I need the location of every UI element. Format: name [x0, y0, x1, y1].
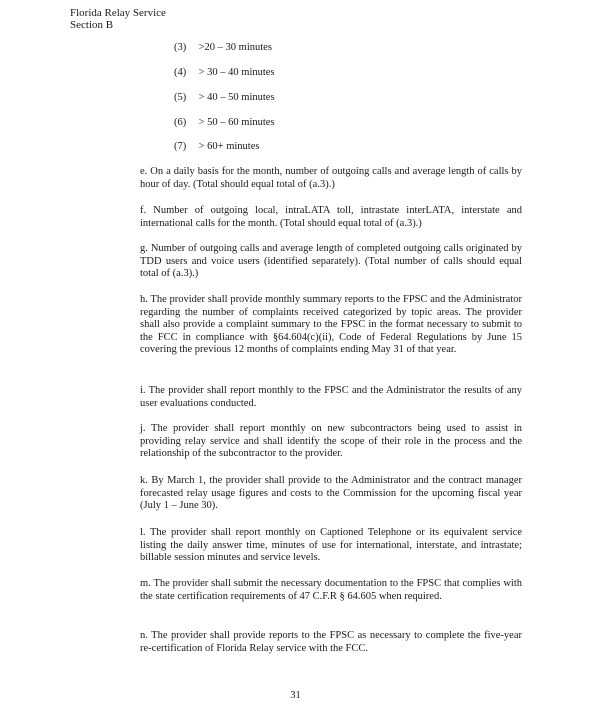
paragraph-j: j. The provider shall report monthly on new subcontractors being used to assist in providing relay service and shall identify the scope of their role in the process and the relationship of the subcontractor to the provider. — [140, 423, 522, 460]
list-item-number: (3) — [174, 42, 187, 53]
header-title: Florida Relay Service — [70, 7, 166, 19]
list-item-number: (7) — [174, 141, 187, 152]
list-item-number: (4) — [174, 67, 187, 78]
paragraph-l: l. The provider shall report monthly on Captioned Telephone or its equivalent service listing the daily answer time, minutes of use for international, interstate, and intrastate; billable session minutes and service levels. — [140, 527, 522, 564]
paragraph-i: i. The provider shall report monthly to the FPSC and the Administrator the results of any user evaluations conducted. — [140, 385, 522, 409]
header-section: Section B — [70, 19, 114, 31]
paragraph-m: m. The provider shall submit the necessary documentation to the FPSC that complies with the state certification requirements of 47 C.F.R § 64.605 when required. — [140, 578, 522, 602]
paragraph-h: h. The provider shall provide monthly summary reports to the FPSC and the Administrator regarding the number of complaints received categorized by topic areas. The provider shall also provide a complaint summary to the FPSC in the format necessary to submit to the FCC in compliance with §64.604(c)(ii), Code of Federal Regulations by June 15 covering the previous 12 months of complaints ending May 31 of that year. — [140, 294, 522, 356]
list-item-number: (5) — [174, 92, 187, 103]
list-item-text: > 50 – 60 minutes — [198, 117, 275, 128]
list-item-text: > 40 – 50 minutes — [198, 92, 275, 103]
list-item — [174, 42, 272, 54]
list-item — [174, 67, 275, 79]
list-item-text: >20 – 30 minutes — [198, 42, 272, 53]
page-number: 31 — [290, 690, 301, 701]
paragraph-f: f. Number of outgoing local, intraLATA toll, intrastate interLATA, interstate and international calls for the month. (Total should equal total of (a.3).) — [140, 205, 522, 229]
list-item-text: > 30 – 40 minutes — [198, 67, 275, 78]
paragraph-g: g. Number of outgoing calls and average length of completed outgoing calls originated by TDD users and voice users (identified separately). (Total number of calls should equal total of (a.3).) — [140, 243, 522, 280]
paragraph-e: e. On a daily basis for the month, number of outgoing calls and average length of calls by hour of day. (Total should equal total of (a.3).) — [140, 166, 522, 190]
list-item — [174, 117, 275, 129]
page-header — [70, 7, 166, 31]
list-item-number: (6) — [174, 117, 187, 128]
list-item-text: > 60+ minutes — [198, 141, 260, 152]
list-item — [174, 92, 275, 104]
paragraph-k: k. By March 1, the provider shall provide to the Administrator and the contract manager forecasted relay usage figures and costs to the Commission for the upcoming fiscal year (July 1 – June 30). — [140, 475, 522, 512]
list-item — [174, 141, 259, 153]
paragraph-n: n. The provider shall provide reports to the FPSC as necessary to complete the five-year re-certification of Florida Relay service with the FCC. — [140, 630, 522, 654]
